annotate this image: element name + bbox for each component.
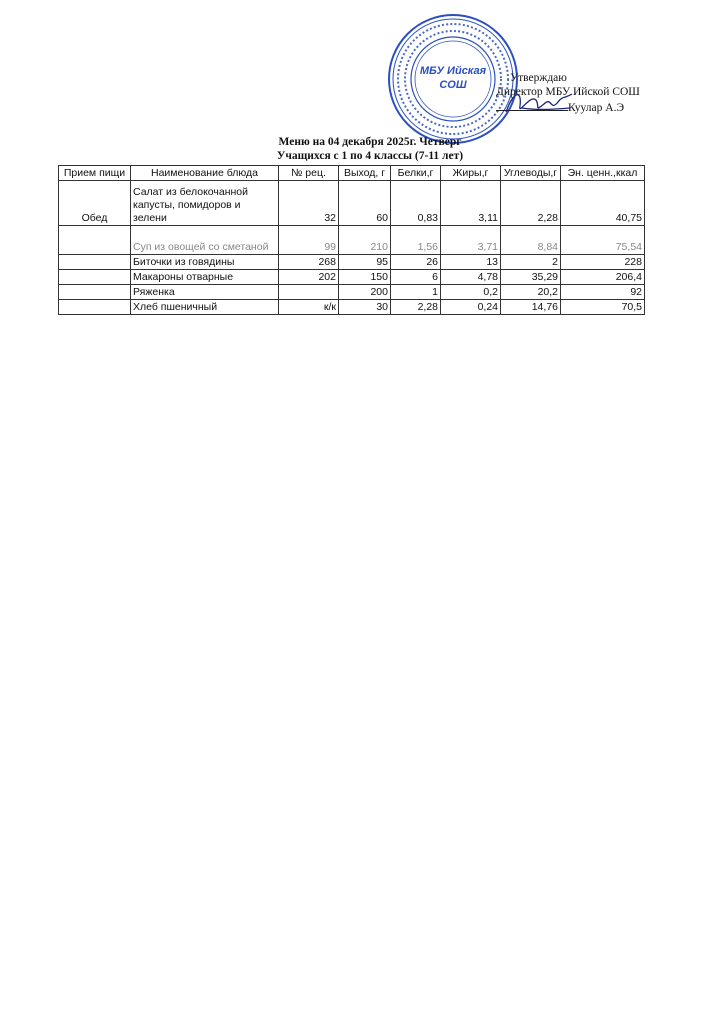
approval-label: Утверждаю <box>510 72 567 84</box>
col-carbs: Углеводы,г <box>501 166 561 181</box>
dish-name: Салат из белокочанной капусты, помидоров и зелени <box>131 181 279 226</box>
stamp-text-2: СОШ <box>439 79 467 91</box>
dish-name: Биточки из говядины <box>131 255 279 270</box>
meal-cell-empty <box>59 226 131 255</box>
meal-cell-empty <box>59 300 131 315</box>
carbs-value: 20,2 <box>501 285 561 300</box>
stamp-text-1: МБУ Ийская <box>419 65 487 77</box>
fat-value: 4,78 <box>441 270 501 285</box>
carbs-value: 14,76 <box>501 300 561 315</box>
carbs-value: 35,29 <box>501 270 561 285</box>
recipe-number: 32 <box>279 181 339 226</box>
recipe-number: 202 <box>279 270 339 285</box>
output-value: 200 <box>339 285 391 300</box>
table-row <box>59 270 645 285</box>
meal-cell-empty <box>59 255 131 270</box>
col-meal: Прием пищи <box>59 166 131 181</box>
protein-value: 1 <box>391 285 441 300</box>
energy-value: 70,5 <box>561 300 645 315</box>
protein-value: 2,28 <box>391 300 441 315</box>
col-output: Выход, г <box>339 166 391 181</box>
protein-value: 6 <box>391 270 441 285</box>
energy-value: 75,54 <box>561 226 645 255</box>
fat-value: 0,24 <box>441 300 501 315</box>
energy-value: 206,4 <box>561 270 645 285</box>
signer-name: Куулар А.Э <box>568 102 625 114</box>
protein-value: 1,56 <box>391 226 441 255</box>
fat-value: 0,2 <box>441 285 501 300</box>
recipe-number: 268 <box>279 255 339 270</box>
menu-title: Меню на 04 декабря 2025г. Четверг <box>278 136 462 148</box>
energy-value: 228 <box>561 255 645 270</box>
recipe-number <box>279 285 339 300</box>
dish-name: Хлеб пшеничный <box>131 300 279 315</box>
table-header-row <box>59 166 645 181</box>
table-row <box>59 285 645 300</box>
school-stamp <box>386 12 520 146</box>
col-protein: Белки,г <box>391 166 441 181</box>
col-dish: Наименование блюда <box>131 166 279 181</box>
fat-value: 3,11 <box>441 181 501 226</box>
dish-name: Суп из овощей со сметаной <box>131 226 279 255</box>
col-fat: Жиры,г <box>441 166 501 181</box>
recipe-number: 99 <box>279 226 339 255</box>
fat-value: 13 <box>441 255 501 270</box>
col-recipe: № рец. <box>279 166 339 181</box>
menu-subtitle: Учащихся с 1 по 4 классы (7-11 лет) <box>276 150 464 162</box>
protein-value: 0,83 <box>391 181 441 226</box>
protein-value: 26 <box>391 255 441 270</box>
carbs-value: 2 <box>501 255 561 270</box>
carbs-value: 2,28 <box>501 181 561 226</box>
table-row <box>59 181 645 226</box>
output-value: 210 <box>339 226 391 255</box>
dish-name: Макароны отварные <box>131 270 279 285</box>
output-value: 95 <box>339 255 391 270</box>
output-value: 30 <box>339 300 391 315</box>
meal-cell-empty <box>59 285 131 300</box>
dish-name: Ряженка <box>131 285 279 300</box>
energy-value: 40,75 <box>561 181 645 226</box>
col-energy: Эн. ценн.,ккал <box>561 166 645 181</box>
handwritten-signature <box>500 82 578 124</box>
meal-cell-empty <box>59 270 131 285</box>
table-row <box>59 255 645 270</box>
meal-cell: Обед <box>59 181 131 226</box>
output-value: 60 <box>339 181 391 226</box>
output-value: 150 <box>339 270 391 285</box>
recipe-number: к/к <box>279 300 339 315</box>
table-row <box>59 300 645 315</box>
energy-value: 92 <box>561 285 645 300</box>
menu-table <box>58 165 645 315</box>
approval-position: Директор МБУ Ийской СОШ <box>496 86 640 98</box>
fat-value: 3,71 <box>441 226 501 255</box>
carbs-value: 8,84 <box>501 226 561 255</box>
table-row <box>59 226 645 255</box>
